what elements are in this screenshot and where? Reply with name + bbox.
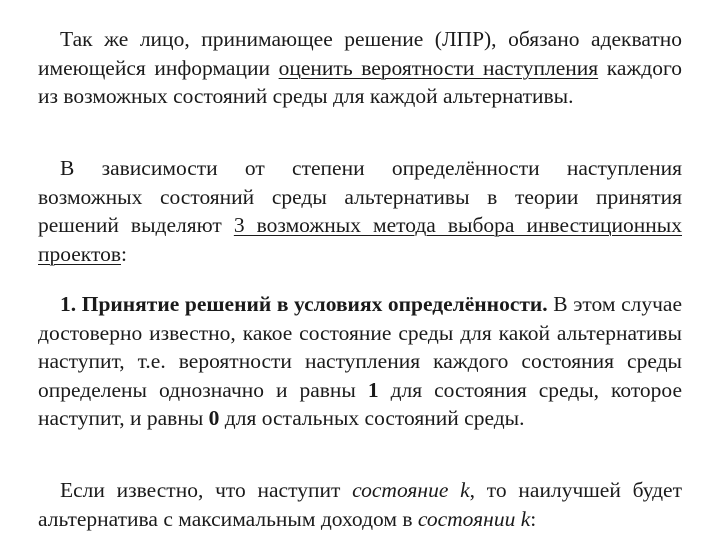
- p3-value-zero: 0: [208, 406, 220, 430]
- p3-heading: 1. Принятие решений в условиях определённости.: [60, 292, 548, 316]
- p2-text-2: :: [121, 241, 127, 266]
- p4-text-2: , то наилучшей будет альтернатива с максимальным доходом в: [38, 478, 682, 531]
- p1-underlined-phrase: оценить вероятности наступления: [278, 55, 599, 80]
- p4-italic-in-state-k: состоянии k: [417, 506, 531, 531]
- p4-text-3: :: [530, 506, 537, 531]
- p1-text-1: Так же лицо, принимающее решение (ЛПР), обязано адекватно имеющейся информации: [38, 27, 682, 80]
- paragraph-three-methods: [38, 154, 682, 268]
- paragraph-certainty: [38, 290, 682, 433]
- p3-text-1: В этом случае достоверно известно, какое состояние среды для какой альтернативы наступит, т.е. вероятности наступления каждого состояния среды определены однозначно и равны: [38, 292, 683, 402]
- p3-value-one: 1: [367, 377, 379, 402]
- p4-italic-state-k: состояние k: [352, 478, 470, 502]
- p4-text-1: Если известно, что наступит: [60, 478, 353, 502]
- p2-underlined-phrase: 3 возможных метода выбора инвестиционных проектов: [38, 213, 682, 266]
- p2-text-1: В зависимости от степени определённости наступления возможных состояний среды альтернативы в теории принятия решений выделяют: [38, 156, 682, 237]
- paragraph-lpr-obligation: [38, 25, 682, 111]
- p3-text-2: для состояния среды, которое наступит, и равны: [38, 377, 682, 430]
- p3-text-3: для остальных состояний среды.: [219, 406, 525, 430]
- p1-text-2: каждого из возможных состояний среды для каждой альтернативы.: [38, 55, 683, 108]
- paragraph-best-alternative: [38, 476, 682, 533]
